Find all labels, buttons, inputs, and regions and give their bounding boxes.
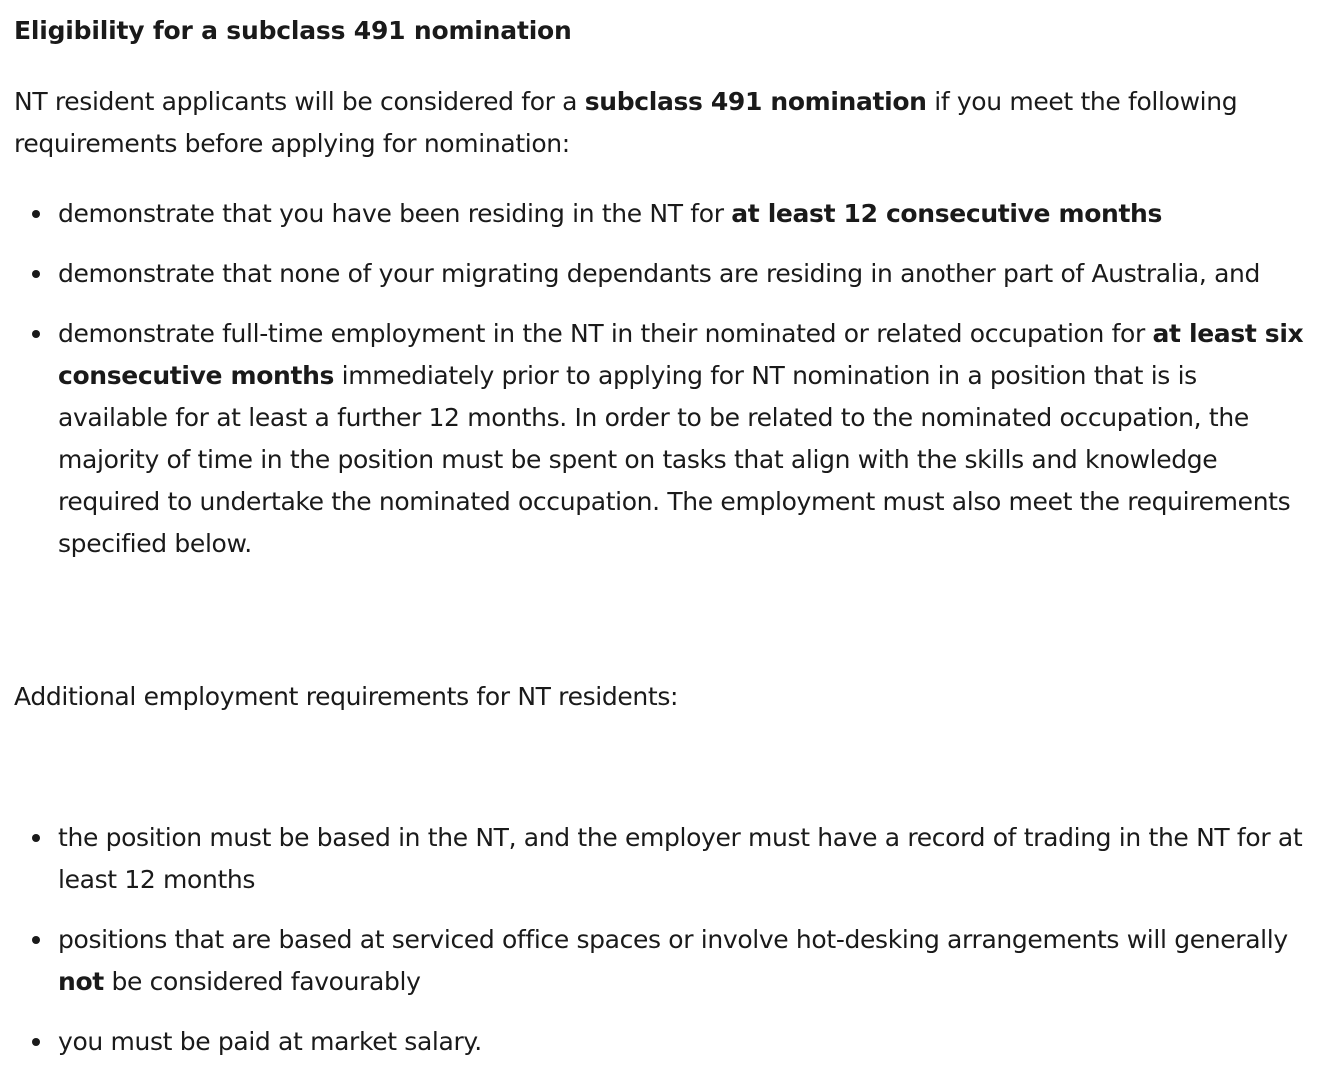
- list-item: [14, 817, 1304, 901]
- bullet-icon: [32, 1038, 40, 1046]
- item-text-bold: not: [58, 967, 104, 996]
- list-item: [14, 253, 1304, 295]
- bullet-icon: [32, 936, 40, 944]
- additional-requirements-heading: Additional employment requirements for NT residents:: [14, 682, 679, 711]
- bullet-icon: [32, 330, 40, 338]
- item-text-before: you must be paid at market salary.: [58, 1027, 482, 1056]
- item-text-before: demonstrate that none of your migrating dependants are residing in another part of Australia, and: [58, 259, 1261, 288]
- item-text-before: demonstrate full-time employment in the NT in their nominated or related occupation for: [58, 319, 1153, 348]
- item-text-after: be considered favourably: [103, 967, 421, 996]
- section-heading: Eligibility for a subclass 491 nomination: [14, 16, 572, 45]
- item-text-before: the position must be based in the NT, and the employer must have a record of trading in the NT for at least 12 months: [58, 823, 1303, 894]
- item-text-bold: at least six consecutive months: [58, 319, 1304, 390]
- item-text-after: immediately prior to applying for NT nomination in a position that is is available for at least a further 12 months. In order to be related to the nominated occupation, the majority of time in the position must be spent on tasks that align with the skills and knowledge required to undertake the nominated occupation. The employment must also meet the requirements specified below.: [58, 361, 1291, 558]
- eligibility-requirements-list: [14, 193, 1304, 583]
- list-item: [14, 919, 1304, 1003]
- intro-text-before: NT resident applicants will be considered for a: [14, 87, 585, 116]
- bullet-icon: [32, 270, 40, 278]
- intro-text-bold: subclass 491 nomination: [584, 87, 927, 116]
- bullet-icon: [32, 834, 40, 842]
- item-text-before: demonstrate that you have been residing in the NT for: [58, 199, 732, 228]
- list-item: [14, 313, 1304, 565]
- item-text-before: positions that are based at serviced office spaces or involve hot-desking arrangements will generally: [58, 925, 1288, 954]
- list-item: [14, 1021, 1304, 1063]
- intro-text-after: if you meet the following requirements before applying for nomination:: [14, 87, 1238, 158]
- intro-paragraph: [14, 81, 1304, 165]
- bullet-icon: [32, 210, 40, 218]
- list-item: [14, 193, 1304, 235]
- additional-requirements-list: [14, 817, 1304, 1081]
- item-text-bold: at least 12 consecutive months: [731, 199, 1163, 228]
